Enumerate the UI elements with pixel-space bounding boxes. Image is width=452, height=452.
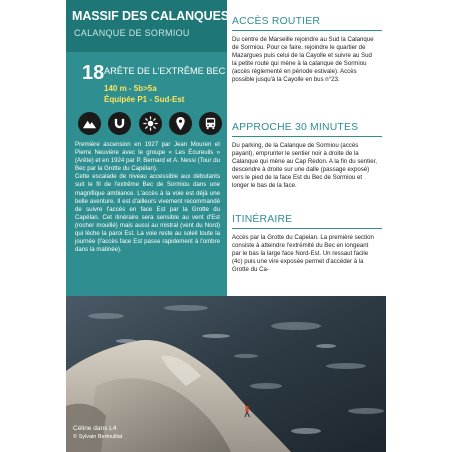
itinerary-heading: ITINÉRAIRE — [232, 214, 382, 229]
horseshoe-icon — [108, 112, 131, 135]
route-name: ARÊTE DE L'EXTRÊME BEC — [104, 66, 226, 76]
photo-caption: Céline dans L4 — [73, 425, 117, 432]
location-pin-icon — [169, 112, 192, 135]
region-title: MASSIF DES CALANQUES — [72, 9, 230, 23]
road-access-text: Du centre de Marseille rejoindre au Sud la Calanque de Sormiou. Pour ce faire, rejoindre le quartier de Mazargues puis celui de la Cayolle et suivre au Sud la petite route qui mène à la calanque de Sormiou (accès réglementé en période estivale). Accès possible jusqu'à la Cayolle en bus n°23. — [232, 36, 374, 84]
sun-icon — [139, 112, 162, 135]
itinerary-text: Accès par la Grotte du Capelan. La première section consiste à atteindre l'extrémité du Bec en longeant par le bas la large face Nord-Est. Un ressaut facile (4c) puis une vire exposée permet d'accéder à la Grotte du Ca- — [232, 234, 374, 274]
road-access-heading: ACCÈS ROUTIER — [232, 16, 382, 31]
route-number: 18 — [82, 62, 105, 84]
approach-text: Du parking, de la Calanque de Sormiou (accès payant), emprunter le sentier noir à droite de la Calanque qui mène au Cap Redon. A la fin du sentier, descendre à droite sur une dalle (passage exposé) vers le pied de la face Est du Bec de Sormiou et longer le bas de la face. — [232, 142, 377, 190]
bus-icon — [199, 112, 222, 135]
pictogram-row — [78, 112, 222, 136]
header-band — [66, 0, 230, 52]
region-subtitle: CALANQUE DE SORMIOU — [74, 28, 190, 38]
route-equipment: Équipée P1 - Sud-Est — [104, 95, 185, 104]
route-description — [75, 141, 220, 254]
photo-credit: © Sylvain Bertouillat — [73, 434, 123, 440]
mountain-icon — [78, 112, 101, 135]
route-specs: 140 m - 5b>5a — [104, 84, 157, 93]
history-paragraph: Première ascension en 1927 par Jean Mouren et Pierre Neuvière avec le groupe « Les Écureuils » (Arête) et en 1924 par P. Bernard et A. Nessi (Tour du Bec par la Grotte du Capélan). — [75, 141, 220, 173]
description-paragraph: Cette escalade de niveau accessible aux débutants suit le fil de l'extrême Bec de Sormiou dans une magnifique ambiance. L'accès à la voie est déjà une belle aventure. Il est d'ailleurs vivement recommandé de suivre l'accès en face Est par la Grotte du Capélan. Cet itinéraire sera sensible au vent d'Est (rocher mouillé) mais aussi au mistral (vent du Nord) qui lèche la paroi Est. La voie reste au soleil toute la journée (l'accès face Est passe rapidement à l'ombre dans la matinée). — [75, 173, 220, 254]
approach-heading: APPROCHE 30 MINUTES — [232, 122, 382, 137]
